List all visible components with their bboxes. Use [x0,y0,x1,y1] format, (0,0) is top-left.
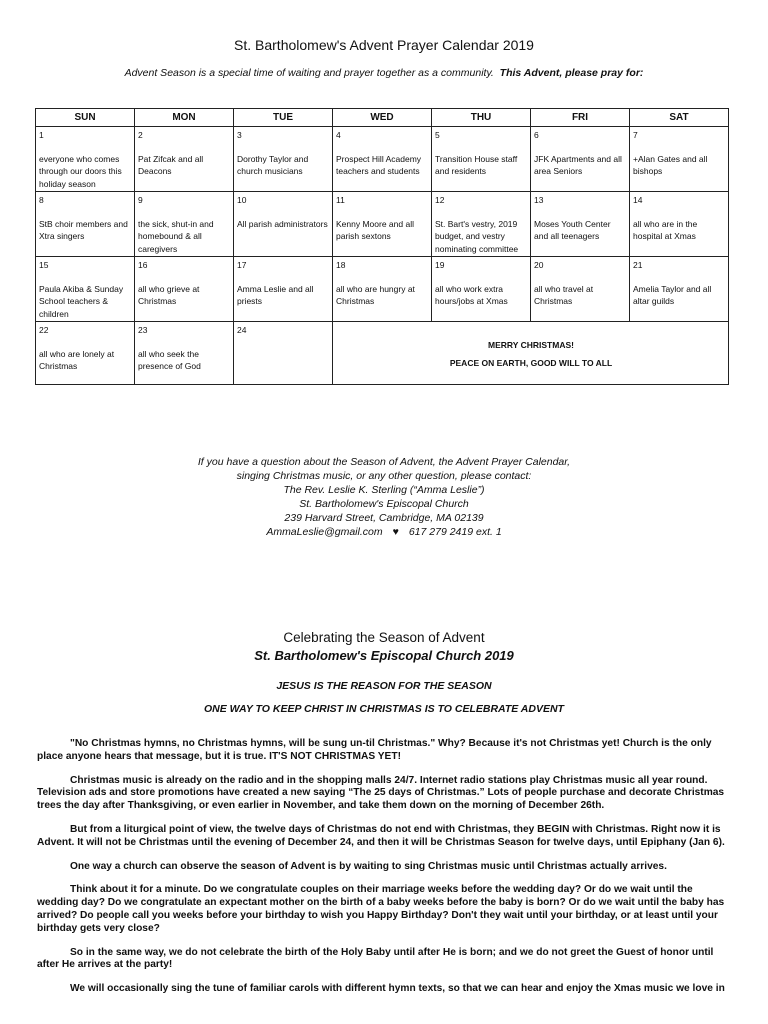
contact-details [0,525,768,539]
prayer-intention: Amelia Taylor and all altar guilds [633,283,712,306]
day-header-wed: WED [333,109,432,127]
calendar-day-cell [432,192,531,257]
day-number: 22 [39,325,49,335]
prayer-intention: Paula Akiba & Sunday School teachers & children [39,283,124,319]
christmas-greeting-cell [333,322,729,385]
contact-line: If you have a question about the Season of Advent, the Advent Prayer Calendar, [197,456,571,468]
prayer-intention: St. Bart's vestry, 2019 budget, and vestry nominating committee [435,218,519,254]
prayer-intention: Amma Leslie and all priests [237,283,314,306]
article-subheading: St. Bartholomew's Episcopal Church 2019 [254,648,514,663]
prayer-intention: Prospect Hill Academy teachers and students [336,153,422,176]
prayer-intention: Moses Youth Center and all teenagers [534,218,611,241]
calendar-day-cell [234,192,333,257]
calendar-day-cell [630,192,729,257]
day-number: 1 [39,130,44,140]
calendar-day-cell [531,257,630,322]
calendar-week-1 [36,127,729,192]
article-paragraph: But from a liturgical point of view, the twelve days of Christmas do not end with Christmas, they BEGIN with Christmas. Right now it is Advent. It will not be Christmas until the evening of December 24, and then it will be Christmas Season for twelve days, until Epiphany (Jan 6). [37,823,725,848]
prayer-intention: Dorothy Taylor and church musicians [237,153,309,176]
calendar-day-cell [234,322,333,385]
calendar-day-cell [135,257,234,322]
prayer-intention: all who grieve at Christmas [138,283,200,306]
day-number: 18 [336,260,346,270]
prayer-intention: all who seek the presence of God [138,348,201,371]
day-header-mon: MON [135,109,234,127]
article-paragraph: Christmas music is already on the radio and in the shopping malls 24/7. Internet radio stations play Christmas music all year round. Television ads and store promotions have created a new saying “The 25 days of Christmas.” Lots of people purchase and decorate Christmas trees the day after Thanksgiving, or even earlier in November, and take them down on the morning of December 26th. [37,774,725,812]
day-number: 19 [435,260,445,270]
day-header-tue: TUE [234,109,333,127]
day-number: 23 [138,325,148,335]
day-header-sun: SUN [36,109,135,127]
calendar-day-cell [333,257,432,322]
calendar-day-cell [36,257,135,322]
day-number: 21 [633,260,643,270]
day-number: 5 [435,130,440,140]
page-title: St. Bartholomew's Advent Prayer Calendar 2019 [234,37,534,53]
heart-icon: ♥ [392,526,399,538]
day-number: 15 [39,260,49,270]
day-number: 6 [534,130,539,140]
church-name: St. Bartholomew's Episcopal Church [299,498,469,510]
prayer-intention: all who are hungry at Christmas [336,283,415,306]
article-paragraph: One way a church can observe the season of Advent is by waiting to sing Christmas music until Christmas actually arrives. [70,860,667,872]
day-number: 13 [534,195,544,205]
prayer-intention: Transition House staff and residents [435,153,518,176]
calendar-day-cell [333,127,432,192]
calendar-day-cell [234,257,333,322]
calendar-week-2 [36,192,729,257]
prayer-intention: all who travel at Christmas [534,283,594,306]
prayer-intention: the sick, shut-in and homebound & all caregivers [138,218,214,254]
calendar-week-4 [36,322,729,385]
calendar-day-cell [36,127,135,192]
day-number: 11 [336,195,345,205]
calendar-day-cell [531,192,630,257]
day-number: 16 [138,260,148,270]
calendar-day-cell [36,192,135,257]
article-paragraph: So in the same way, we do not celebrate the birth of the Holy Baby until after He is born; and we do not greet the Guest of honor until after He arrives at the party! [37,946,714,971]
day-number: 14 [633,195,643,205]
prayer-intention: Pat Zifcak and all Deacons [138,153,204,176]
article-heading: Celebrating the Season of Advent [283,630,485,645]
intro-text: Advent Season is a special time of waiting and prayer together as a community. [124,67,494,79]
intro-line [0,67,768,79]
prayer-calendar [35,108,729,385]
day-header-thu: THU [432,109,531,127]
prayer-intention: everyone who comes through our doors this holiday season [39,153,122,189]
day-number: 12 [435,195,445,205]
day-number: 9 [138,195,143,205]
prayer-intention: All parish administrators [237,218,328,229]
article-tagline-1: JESUS IS THE REASON FOR THE SEASON [276,680,492,692]
church-address: 239 Harvard Street, Cambridge, MA 02139 [284,512,484,524]
day-number: 10 [237,195,247,205]
article-paragraph: "No Christmas hymns, no Christmas hymns, will be sung un-til Christmas." Why? Because it's not Christmas yet! Church is the only place anyone hears that message, but it is true. IT'S NOT CHRISTMAS YET! [37,738,712,762]
day-header-fri: FRI [531,109,630,127]
prayer-intention: all who are in the hospital at Xmas [633,218,698,241]
contact-block [0,455,768,539]
calendar-day-cell [135,192,234,257]
day-number: 7 [633,130,638,140]
article-tagline-2: ONE WAY TO KEEP CHRIST IN CHRISTMAS IS TO CELEBRATE ADVENT [204,703,564,715]
merry-christmas-text: MERRY CHRISTMAS! [488,339,574,350]
prayer-intention: JFK Apartments and all area Seniors [534,153,622,176]
calendar-day-cell [531,127,630,192]
prayer-intention: all who work extra hours/jobs at Xmas [435,283,508,306]
day-number: 17 [237,260,247,270]
calendar-day-cell [630,257,729,322]
day-number: 8 [39,195,44,205]
calendar-day-cell [135,127,234,192]
day-header-sat: SAT [630,109,729,127]
article-paragraph: Think about it for a minute. Do we congratulate couples on their marriage weeks before the wedding day? Or do we wait until the wedding day? Do we congratulate an expectant mother on the birth of a baby weeks before the baby is born? Or do we wait until the baby has arrived? Do people call you weeks before your birthday to wish you Happy Birthday? Don't they wait until your birthday, or at least until your birthday gets very close? [37,884,725,934]
contact-name: The Rev. Leslie K. Sterling (“Amma Leslie”) [283,484,485,496]
calendar-day-cell [630,127,729,192]
contact-email[interactable]: AmmaLeslie@gmail.com [266,526,383,538]
calendar-day-cell [432,257,531,322]
intro-bold-text: This Advent, please pray for: [499,67,644,79]
day-number: 3 [237,130,242,140]
prayer-intention: StB choir members and Xtra singers [39,218,128,241]
contact-phone: 617 279 2419 ext. 1 [408,526,502,538]
calendar-day-cell [234,127,333,192]
calendar-day-cell [432,127,531,192]
prayer-intention: all who are lonely at Christmas [39,348,115,371]
calendar-header-row [36,109,729,127]
prayer-intention: +Alan Gates and all bishops [633,153,708,176]
day-number: 4 [336,130,341,140]
calendar-day-cell [135,322,234,385]
prayer-intention: Kenny Moore and all parish sextons [336,218,414,241]
contact-line: singing Christmas music, or any other question, please contact: [236,470,532,482]
article-paragraph: We will occasionally sing the tune of familiar carols with different hymn texts, so that we can hear and enjoy the Xmas music we love in [70,983,725,995]
calendar-day-cell [36,322,135,385]
peace-on-earth-text: PEACE ON EARTH, GOOD WILL TO ALL [449,358,613,368]
day-number: 20 [534,260,544,270]
article-body [37,738,729,1007]
day-number: 2 [138,130,143,140]
day-number: 24 [237,325,247,335]
calendar-week-3 [36,257,729,322]
calendar-day-cell [333,192,432,257]
